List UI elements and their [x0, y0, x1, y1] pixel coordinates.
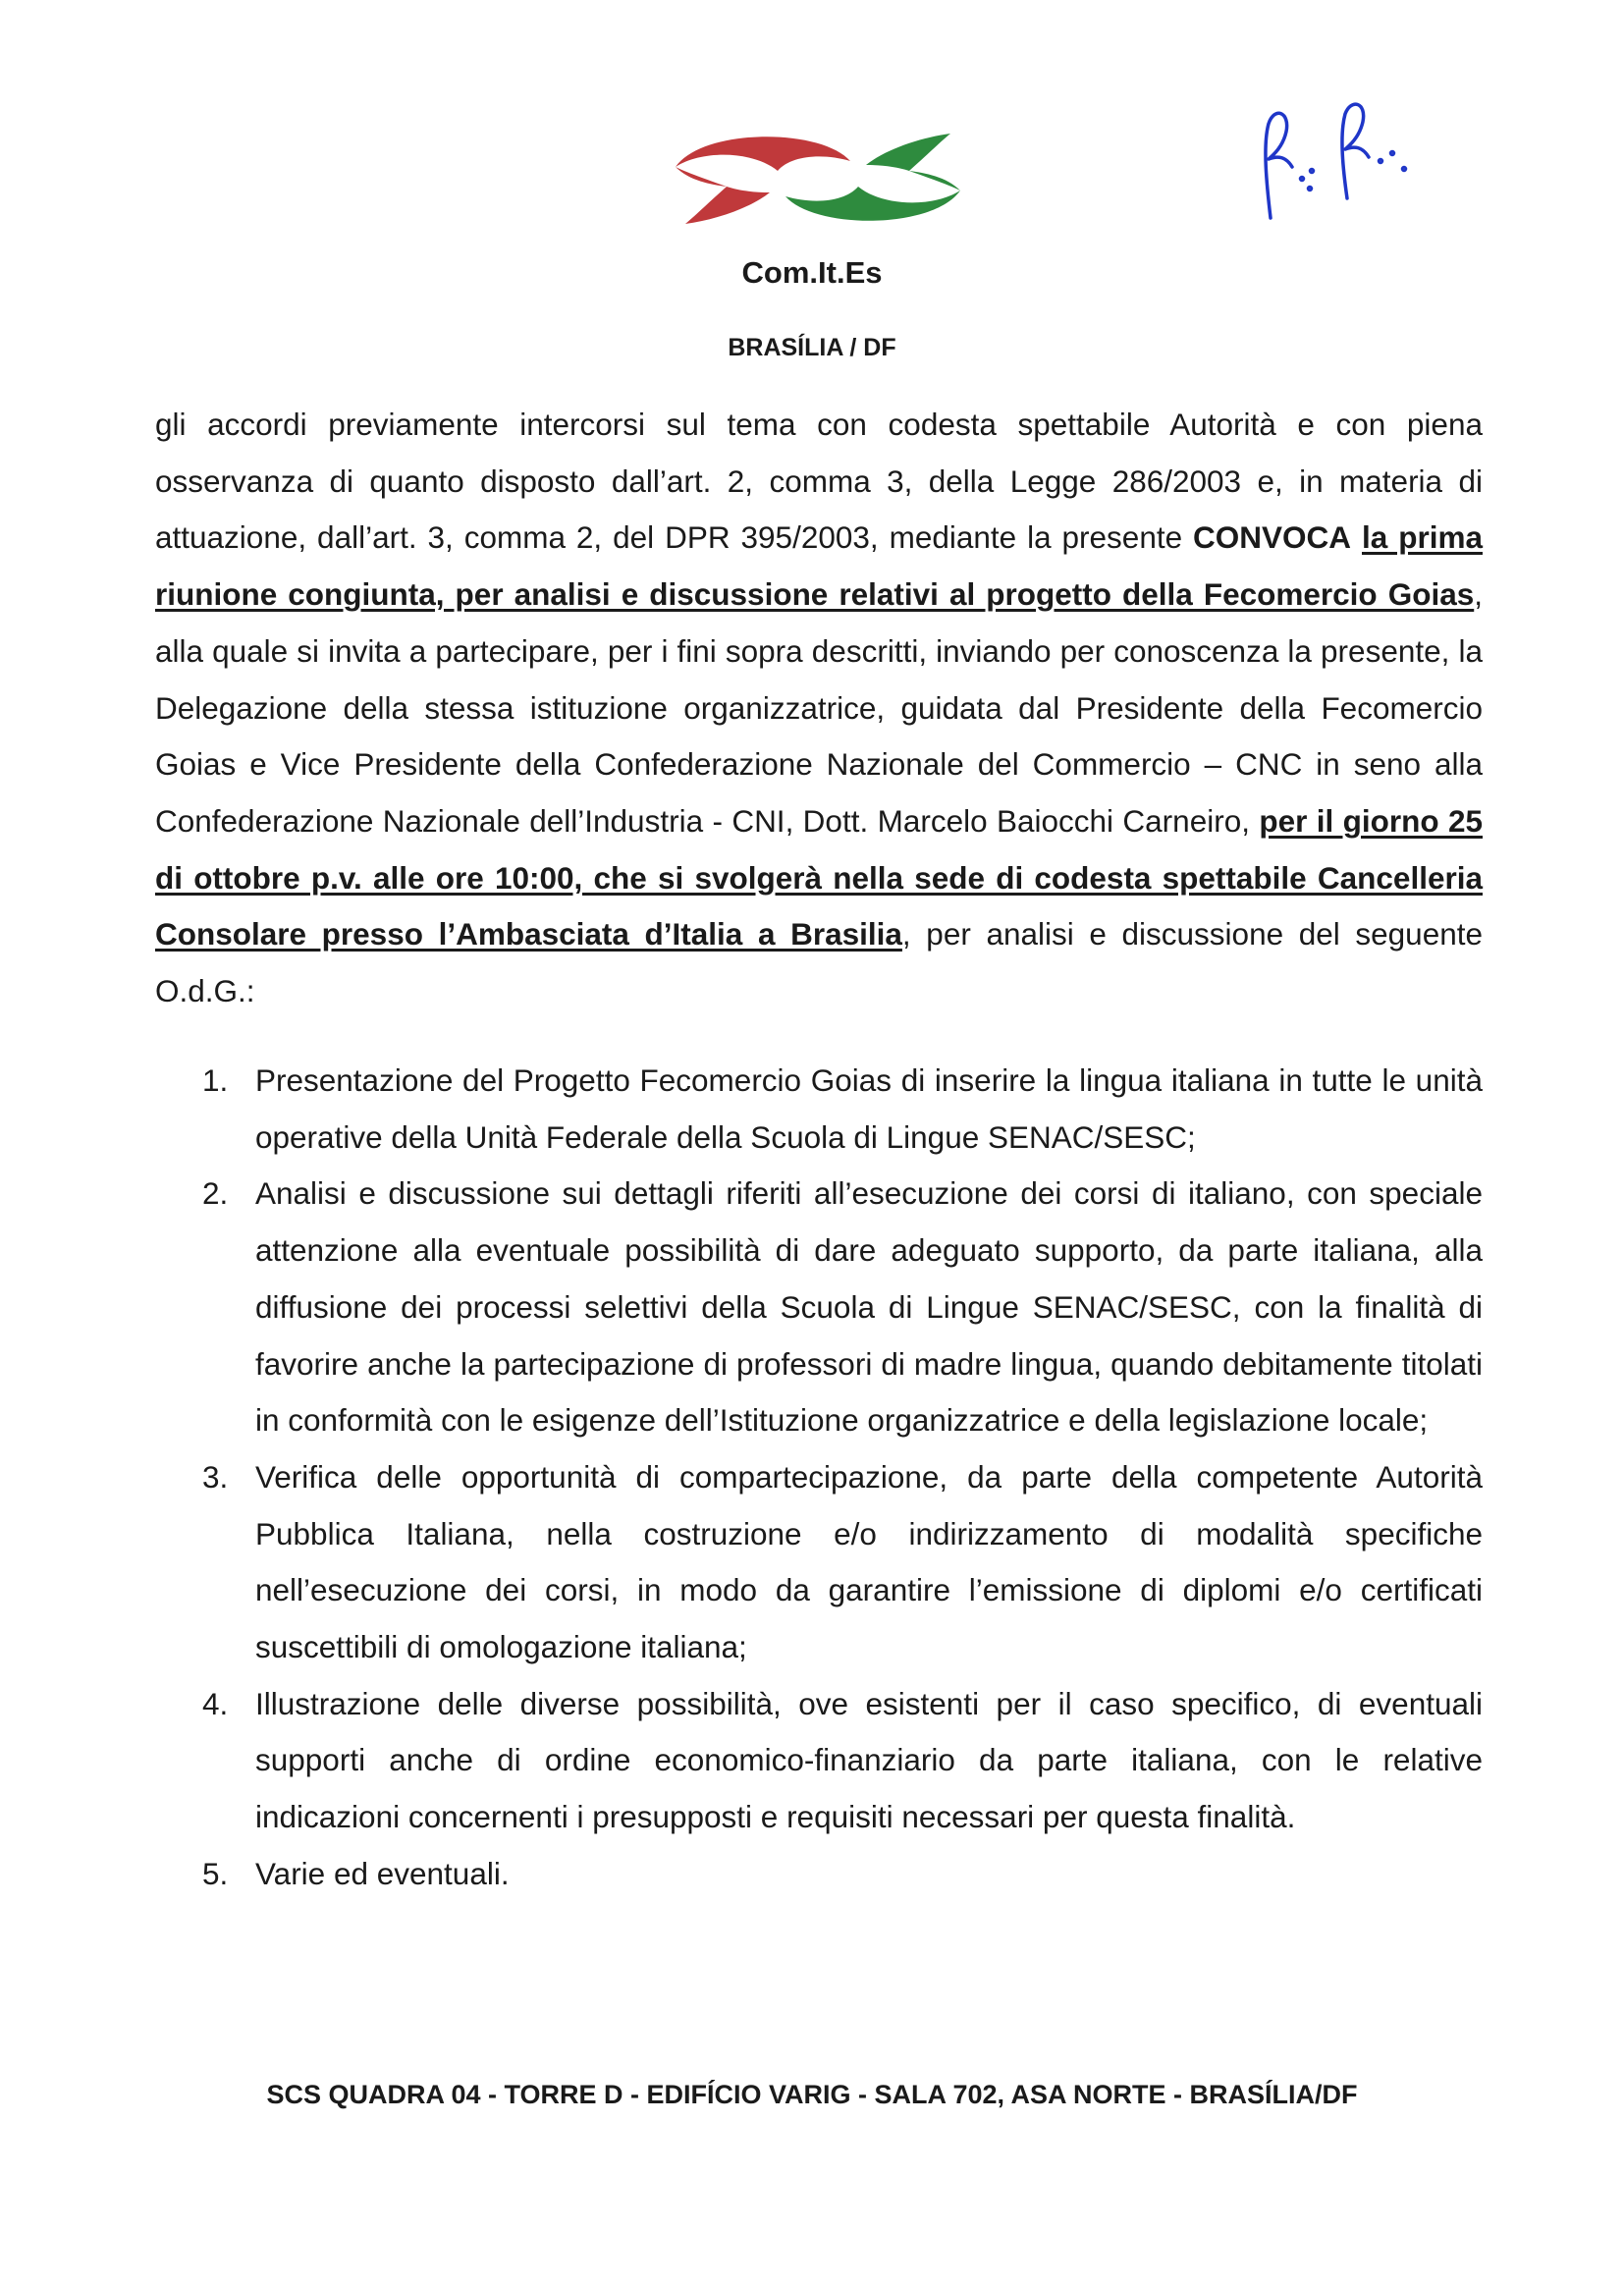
agenda-item-text: Verifica delle opportunità di compartecipazione, da parte della competente Autorità Pubblica Italiana, nella costruzione e/o indirizzamento di modalità specifiche nell’esecuzione dei corsi, in modo da garantire l’emissione di diplomi e/o certificati suscettibili di omologazione italiana; [255, 1458, 1483, 1665]
agenda-item [155, 1676, 1483, 1846]
agenda-item [155, 1846, 1483, 1903]
agenda-item-text: Varie ed eventuali. [255, 1855, 510, 1891]
comites-logo-icon [676, 134, 960, 224]
agenda-item-text: Presentazione del Progetto Fecomercio Goias di inserire la lingua italiana in tutte le unità operative della Unità Federale della Scuola di Lingue SENAC/SESC; [255, 1062, 1483, 1155]
body-text-space [1351, 519, 1362, 555]
organization-city: BRASÍLIA / DF [728, 334, 896, 361]
agenda-item-number: 2. [202, 1175, 229, 1212]
agenda-list [155, 1053, 1483, 1903]
body-text-invitation: , alla quale si invita a partecipare, per i fini sopra descritti, inviando per conoscenza la presente, la Delegazione della stessa istituzione organizzatrice, guidata dal Presidente della Fecomercio Goias e Vice Presidente della Confederazione Nazionale del Commercio – CNC in seno alla Confederazione Nazionale dell’Industria - CNI, Dott. Marcelo Baiocchi Carneiro, [155, 576, 1483, 839]
organization-name: Com.It.Es [741, 255, 883, 290]
body-text-intro: gli accordi previamente intercorsi sul tema con codesta spettabile Autorità e con piena osservanza di quanto disposto dall’art. 2, comma 3, della Legge 286/2003 e, in materia di attuazione, dall’art. 3, comma 2, del DPR 395/2003, mediante la presente [155, 407, 1483, 556]
agenda-item [155, 1053, 1483, 1166]
agenda-item-text: Analisi e discussione sui dettagli riferiti all’esecuzione dei corsi di italiano, con speciale attenzione alla eventuale possibilità di dare adeguato supporto, da parte italiana, alla diffusione dei processi selettivi della Scuola di Lingue SENAC/SESC, con la finalità di favorire anche la partecipazione di professori di madre lingua, quando debitamente titolati in conformità con le esigenze dell’Istituzione organizzatrice e della legislazione locale; [255, 1175, 1483, 1439]
agenda-item-number: 1. [202, 1062, 229, 1098]
letter-body-paragraph [155, 397, 1483, 1020]
meeting-subject: la prima riunione congiunta, per analisi e discussione relativi al progetto della Fecomercio Goias [155, 519, 1483, 613]
convoca-keyword: CONVOCA [1193, 519, 1352, 556]
agenda-item [155, 1166, 1483, 1449]
agenda-item-number: 3. [202, 1458, 229, 1495]
footer-address: SCS QUADRA 04 - TORRE D - EDIFÍCIO VARIG - SALA 702, ASA NORTE - BRASÍLIA/DF [266, 2080, 1358, 2109]
agenda-item [155, 1449, 1483, 1676]
handwritten-initials-icon [1257, 96, 1424, 224]
body-text-agenda-intro: , per analisi e discussione del seguente O.d.G.: [155, 916, 1484, 1009]
agenda-item-text: Illustrazione delle diverse possibilità, ove esistenti per il caso specifico, di eventuali supporti anche di ordine economico-finanziario da parte italiana, con le relative indicazioni concernenti i presupposti e requisiti necessari per questa finalità. [255, 1685, 1483, 1835]
agenda-item-number: 5. [202, 1855, 229, 1891]
meeting-date-location: per il giorno 25 di ottobre p.v. alle ore 10:00, che si svolgerà nella sede di codesta spettabile Cancelleria Consolare presso l’Ambasciata d’Italia a Brasilia [155, 802, 1483, 952]
agenda-item-number: 4. [202, 1685, 229, 1721]
